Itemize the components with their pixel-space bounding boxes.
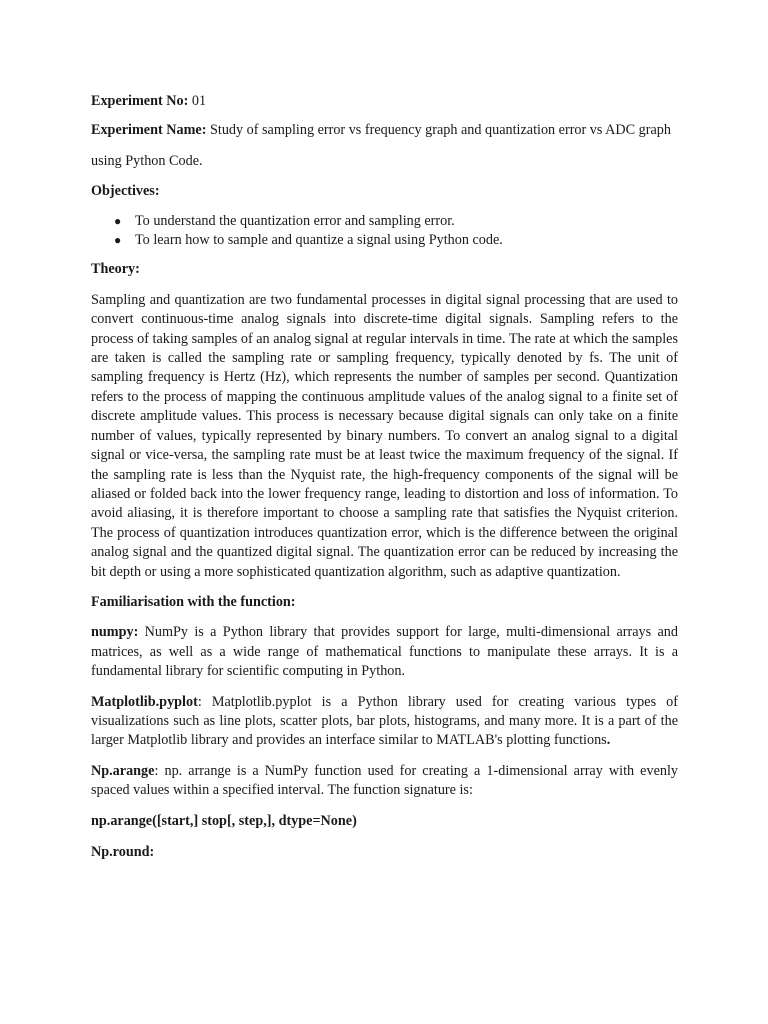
list-item: [114, 212, 678, 231]
experiment-name-label: Experiment Name:: [91, 122, 207, 139]
arange-text: : np. arrange is a NumPy function used for creating a 1-dimensional array with evenly spaced values within a specified interval. The function signature is:: [91, 762, 678, 799]
numpy-paragraph: [91, 623, 678, 681]
matplotlib-end: .: [606, 732, 611, 749]
theory-heading-text: Theory:: [91, 261, 140, 278]
objective-text: To understand the quantization error and sampling error.: [135, 212, 455, 229]
numpy-term: numpy:: [91, 624, 139, 641]
familiarisation-heading-text: Familiarisation with the function:: [91, 593, 296, 610]
matplotlib-paragraph: [91, 693, 678, 751]
arange-term: Np.arange: [91, 762, 155, 779]
experiment-number: [91, 92, 678, 111]
familiarisation-heading: [91, 593, 678, 612]
experiment-number-label: Experiment No:: [91, 93, 189, 109]
theory-heading: [91, 260, 678, 279]
matplotlib-text: : Matplotlib.pyplot is a Python library used for creating various types of visualizations such as line plots, scatter plots, bar plots, histograms, and many more. It is a part of the larger Matplotlib library and provides an interface similar to MATLAB's plotting functions: [91, 693, 678, 749]
theory-body: Sampling and quantization are two fundamental processes in digital signal processing that are used to convert continuous-time analog signals into discrete-time digital signals. Sampling refers to the process of taking samples of an analog signal at regular intervals in time. The rate at which the samples are taken is called the sampling rate or sampling frequency, typically denoted by fs. The unit of sampling frequency is Hertz (Hz), which represents the number of samples per second. Quantization refers to the process of mapping the continuous amplitude values of the analog signal to a finite set of discrete amplitude values. This process is necessary because digital signals can only take on a finite number of values, typically represented by binary numbers. To convert an analog signal to a digital signal or vice-versa, the sampling rate must be at least twice the maximum frequency of the signal. If the sampling rate is less than the Nyquist rate, the high-frequency components of the signal will be aliased or folded back into the lower frequency range, leading to distortion and loss of information. To avoid aliasing, it is therefore important to choose a sampling rate that satisfies the Nyquist criterion. The process of quantization introduces quantization error, which is the difference between the original analog signal and the quantized digital signal. The quantization error can be reduced by increasing the bit depth or using a more sophisticated quantization algorithm, such as adaptive quantization.: [91, 291, 678, 580]
matplotlib-term: Matplotlib.pyplot: [91, 693, 198, 710]
numpy-text: NumPy is a Python library that provides support for large, multi-dimensional arrays and matrices, as well as a wide range of mathematical functions to manipulate these arrays. It is a fundamental library for scientific computing in Python.: [91, 624, 678, 680]
round-term: Np.round:: [91, 844, 155, 860]
document-page: [91, 92, 678, 872]
objective-text: To learn how to sample and quantize a signal using Python code.: [135, 232, 503, 249]
arange-signature-text: np.arange([start,] stop[, step,], dtype=None): [91, 812, 357, 829]
experiment-name: [91, 121, 678, 140]
experiment-subtitle: using Python Code.: [91, 152, 203, 169]
bullet-icon: ●: [114, 233, 122, 248]
experiment-name-value: Study of sampling error vs frequency graph and quantization error vs ADC graph: [206, 122, 671, 139]
objectives-heading: [91, 182, 678, 201]
arange-signature: [91, 812, 678, 831]
experiment-number-value: 01: [188, 93, 207, 109]
arange-paragraph: [91, 762, 678, 801]
round-heading: [91, 843, 678, 862]
bullet-icon: ●: [114, 213, 122, 228]
objectives-list: [91, 212, 678, 251]
list-item: [114, 231, 678, 250]
objectives-heading-text: Objectives:: [91, 183, 160, 200]
